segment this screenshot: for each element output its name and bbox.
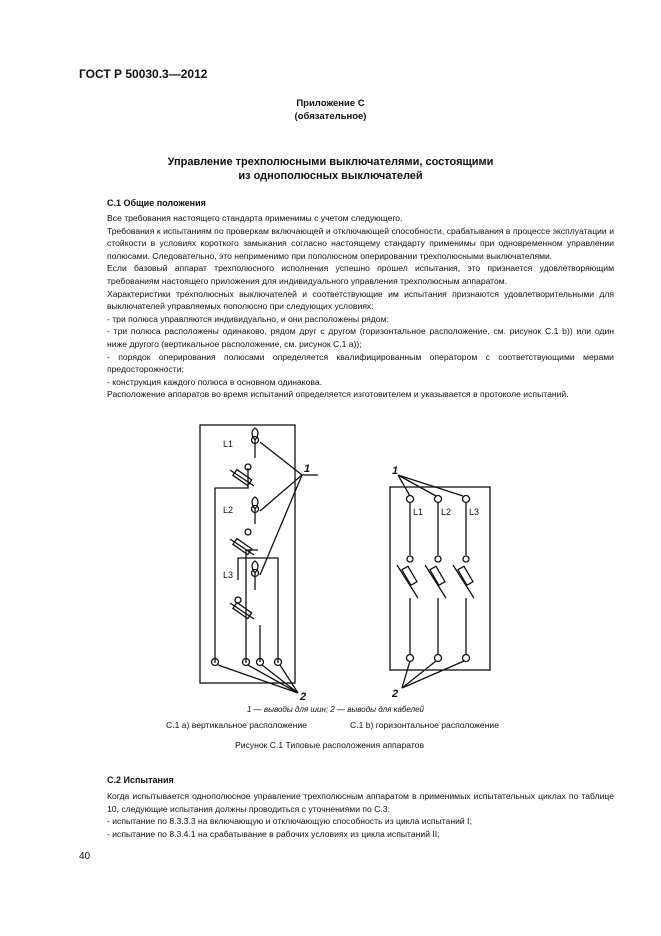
label-l3-a: L3 [223,570,234,580]
callout-1-b: 1 [392,465,399,477]
paragraph: Характеристики трехполюсных выключателей и соответствующие им испытания признаются удовлетворительными для выключателей управляемых пополюсно при следующих условиях: [107,288,614,312]
figure-caption: Рисунок С.1 Типовые расположения аппаратов [235,740,425,750]
list-item: - три полюса управляются индивидуально, и они расположены рядом; [107,313,389,324]
list-item: - три полюса расположены одинаково, рядом друг с другом (горизонтальное расположение, см. рисунок С.1 b)) или один ниже другого (вертикальное расположение, см. рисунок С.1 а)); [107,326,614,349]
figure-legend: 1 — выводы для шин; 2 — выводы для кабелей [247,705,424,714]
list-item: - испытание по 8.3.4.1 на срабатывание в рабочих условиях из цикла испытаний II; [107,828,440,839]
section-c2-body [107,790,614,840]
fuse-l3 [230,603,254,619]
paragraph: Если базовый аппарат трехполюсного исполнения успешно прошел испытания, это признается удовлетворяющим требованиям настоящего приложения для индивидуального управления трехполюсным аппаратом. [107,263,614,286]
contact-l2 [245,529,251,535]
contact-l3 [235,597,241,603]
label-l1-b: L1 [413,507,424,517]
callout-2-b: 2 [392,688,399,700]
paragraph: Расположение аппаратов во время испытаний определяется изготовителем и указывается в протоколе испытаний. [107,389,569,400]
section-c1-heading: С.1 Общие положения [107,198,206,208]
label-l3-b: L3 [469,507,480,517]
annex-title-line2: из однополюсных выключателей [238,170,423,182]
figure-c1 [170,420,510,710]
annex-label: Приложение С [296,98,365,109]
pole-b1 [397,496,418,662]
subcaption-b: С.1 b) горизонтальное расположение [350,720,500,730]
label-l2-a: L2 [223,505,234,515]
paragraph: Когда испытывается однополюсное управление трехполюсным аппаратом в применимых испытательных циклах по таблице 10, следующие испытания должны проводиться с уточнениями по С.3: [107,791,614,814]
list-item: - конструкция каждого полюса в основном одинакова. [107,376,323,387]
page-number: 40 [79,851,91,862]
pole-b3 [453,496,474,662]
fuse-l1 [230,470,254,486]
pole-b2 [425,496,446,662]
paragraph: Все требования настоящего стандарта применимы с учетом следующего. [107,213,403,223]
subcaption-a: С.1 а) вертикальное расположение [166,720,308,730]
label-l2-b: L2 [441,507,452,517]
section-c2-heading: С.2 Испытания [107,775,174,785]
fuse-l2 [230,539,254,555]
list-item: - порядок оперирования полюсами определяется квалифицированным оператором с соответствующими мерами предосторожности; [107,351,614,375]
document-code: ГОСТ Р 50030.3—2012 [79,67,208,81]
wire-l1 [215,468,248,663]
label-l1-a: L1 [223,439,234,449]
list-item: - испытание по 8.3.3.3 на включающую и отключающую способность из цикла испытаний I; [107,816,472,827]
hook-l2 [252,497,258,524]
callout-2-a: 2 [300,691,307,703]
annex-type: (обязательное) [294,111,367,122]
annex-title-line1: Управление трехполюсными выключателями, состоящими [167,156,494,168]
section-c1-body [107,212,614,401]
paragraph: Требования к испытаниям по проверкам включающей и отключающей способности, срабатывания в процессе эксплуатации и стойкости в условиях короткого замыкания согласно настоящему стандарту применимы при одновременном управлении полюсами. Следовательно, это неприменимо при пополюсном оперировании трехполюсными выключателями. [107,225,614,261]
callout-1-a: 1 [304,463,311,475]
